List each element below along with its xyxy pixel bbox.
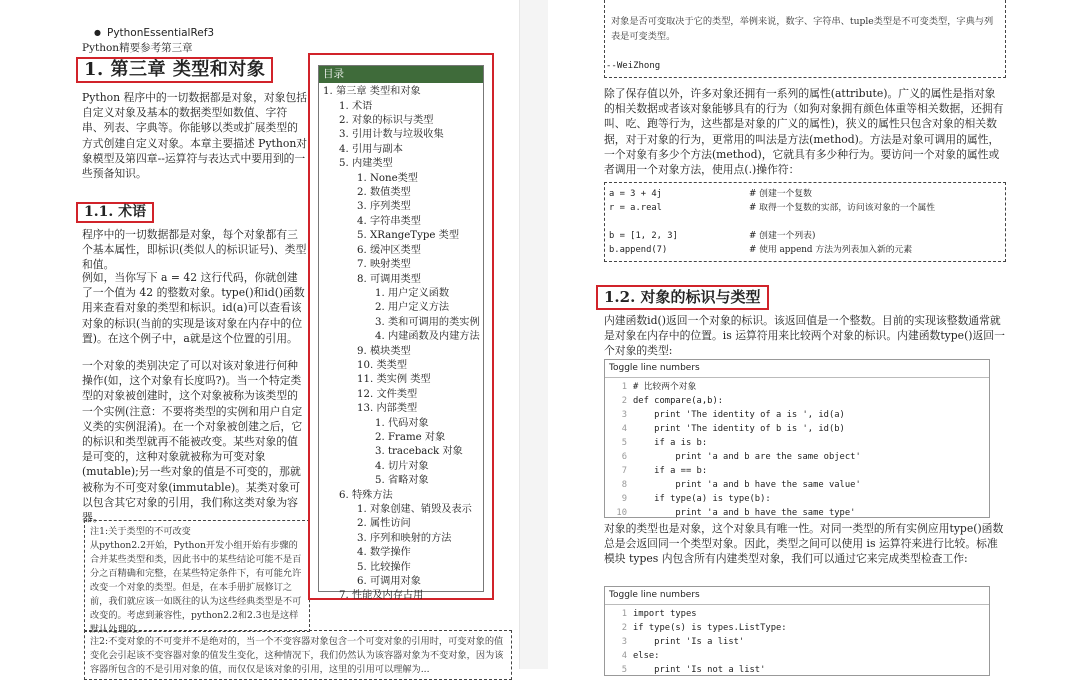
- line-number: 1: [621, 609, 627, 620]
- line-number: 7: [621, 466, 627, 477]
- toc-item[interactable]: 2. 对象的标识与类型: [339, 115, 434, 127]
- code-line: [605, 408, 989, 422]
- code-statement: b = [1, 2, 3]: [609, 231, 678, 241]
- line-number: 8: [621, 480, 627, 491]
- code-text: if type(s) is types.ListType:: [633, 623, 787, 634]
- code-text: print 'The identity of b is ', id(b): [633, 424, 845, 435]
- toc-item[interactable]: 3. 引用计数与垃圾收集: [339, 129, 444, 141]
- toc-item[interactable]: 4. 内建函数及内建方法: [375, 331, 480, 343]
- toc-item[interactable]: 2. Frame 对象: [375, 431, 446, 443]
- line-number: 4: [621, 651, 627, 662]
- code-panel-compare: [604, 359, 990, 518]
- code-row: [609, 201, 1001, 215]
- line-number: 10: [616, 508, 627, 519]
- section-heading-identity: 1.2. 对象的标识与类型: [596, 285, 769, 310]
- code-text: print 'Is a list': [633, 637, 745, 648]
- example-paragraph: 例如，当你写下 a = 42 这行代码，你就创建了一个值为 42 的整数对象。type()和id()函数用来查看对象的类型和标识。id(a)可以查看该对象的标识(当前的实现是该对象在内存中的位置)。在这个例子中，a就是这个位置的引用。: [82, 271, 305, 345]
- toc-item[interactable]: 1. 术语: [339, 100, 373, 112]
- term-paragraph: 程序中的一切数据都是对象，每个对象都有三个基本属性，即标识(类似人的标识证号)、类型和值。: [82, 228, 307, 272]
- code-lines: [605, 378, 989, 520]
- code-row: [609, 229, 1001, 243]
- code-comment: # 取得一个复数的实部，访问该对象的一个属性: [749, 203, 936, 213]
- code-row: [609, 215, 1001, 229]
- toc-item[interactable]: 1. None类型: [357, 172, 418, 184]
- toc-item[interactable]: 4. 字符串类型: [357, 215, 421, 227]
- intro-paragraph: Python 程序中的一切数据都是对象，对象包括自定义对象及基本的数据类型如数值、字符串、列表、字典等。你能够以类或扩展类型的方式创建自定义对象。本章主要描述 Python对象模型及第四章--运算符与表达式中要用到的一些预备知识。: [82, 91, 308, 181]
- left-page: [0, 0, 520, 675]
- toc-item[interactable]: 5. XRangeType 类型: [357, 230, 460, 242]
- code-text: import types: [633, 609, 697, 620]
- note-box-2: [84, 630, 512, 680]
- toc-item[interactable]: 4. 数学操作: [357, 547, 411, 559]
- toc-item[interactable]: 11. 类实例 类型: [357, 374, 431, 386]
- code-statement: [609, 215, 749, 229]
- code-text: def compare(a,b):: [633, 396, 724, 407]
- toggle-line-numbers-link[interactable]: Toggle line numbers: [605, 360, 989, 378]
- code-statement: r = a.real: [609, 203, 662, 213]
- code-comment: # 使用 append 方法为列表加入新的元素: [749, 245, 913, 255]
- code-line: [605, 649, 989, 663]
- toggle-line-numbers-link-2[interactable]: Toggle line numbers: [605, 587, 989, 605]
- toc-item[interactable]: 3. 序列类型: [357, 201, 411, 213]
- code-text: if a == b:: [633, 466, 708, 477]
- toc-item[interactable]: 12. 文件类型: [357, 388, 418, 400]
- code-line: [605, 394, 989, 408]
- toc-item[interactable]: 10. 类类型: [357, 359, 408, 371]
- code-text: print 'Is not a list': [633, 665, 766, 676]
- toc-item[interactable]: 5. 省略对象: [375, 475, 429, 487]
- quote-signature: --WeiZhong: [606, 61, 661, 71]
- toc-item[interactable]: 2. 属性访问: [357, 518, 411, 530]
- code-text: print 'The identity of a is ', id(a): [633, 410, 845, 421]
- code-text: # 比较两个对象: [633, 382, 697, 393]
- code-line: [605, 607, 989, 621]
- table-of-contents: [308, 53, 494, 600]
- line-number: 6: [621, 452, 627, 463]
- code-panel-types: [604, 586, 990, 676]
- line-number: 4: [621, 424, 627, 435]
- toc-item[interactable]: 3. traceback 对象: [375, 446, 463, 458]
- line-number: 9: [621, 494, 627, 505]
- toc-item[interactable]: 5. 比较操作: [357, 561, 411, 573]
- code-text: if type(a) is type(b):: [633, 494, 771, 505]
- code-line: [605, 621, 989, 635]
- toc-title: 目录: [319, 66, 483, 83]
- code-line: [605, 450, 989, 464]
- code-row: [609, 243, 1001, 257]
- chapter-heading: 1. 第三章 类型和对象: [76, 57, 273, 83]
- code-text: print 'a and b have the same value': [633, 480, 861, 491]
- toc-item[interactable]: 3. 类和可调用的类实例: [375, 316, 480, 328]
- code-text: if a is b:: [633, 438, 708, 449]
- code-lines: [605, 605, 989, 677]
- code-line: [605, 380, 989, 394]
- code-statement: a = 3 + 4j: [609, 189, 662, 199]
- quote-box: [604, 0, 1006, 78]
- toc-item[interactable]: 1. 对象创建、销毁及表示: [357, 504, 472, 515]
- toc-item[interactable]: 4. 引用与副本: [339, 143, 403, 155]
- code-text: print 'a and b are the same object': [633, 452, 861, 463]
- code-line: [605, 492, 989, 506]
- toc-item[interactable]: 1. 代码对象: [375, 417, 429, 429]
- toc-item[interactable]: 9. 模块类型: [357, 345, 411, 357]
- toc-item[interactable]: 5. 内建类型: [339, 158, 393, 170]
- line-number: 5: [621, 438, 627, 449]
- line-number: 3: [621, 410, 627, 421]
- toc-item[interactable]: 8. 可调用类型: [357, 273, 421, 285]
- bullet-item: ● PythonEssentialRef3: [94, 26, 214, 41]
- toc-item[interactable]: 7. 映射类型: [357, 259, 411, 271]
- line-number: 2: [621, 396, 627, 407]
- toc-item[interactable]: 13. 内部类型: [357, 403, 418, 415]
- code-line: [605, 635, 989, 649]
- toc-item[interactable]: 4. 切片对象: [375, 460, 429, 472]
- code-line: [605, 464, 989, 478]
- toc-list: [319, 83, 483, 604]
- identity-paragraph: 一个对象的类别决定了可以对该对象进行何种操作(如，这个对象有长度吗?)。当一个特定类型的对象被创建时，这个对象被称为该类型的一个实例(注意：不要将类型的实例和用户自定义类的实例混淆)。在一个对象被创建之后，它的标识和类型就再不能被改变。某些对象的值是可变的，这种对象就被称为可变对象(mutable);另一些对象的值是不可变的，那就被称为不可变对象(immutable)。某类对象可以包含其它对象的引用，我们称这类对象为容器。: [82, 359, 303, 525]
- toc-item[interactable]: 6. 缓冲区类型: [357, 244, 421, 256]
- code-comment: # 创建一个列表): [749, 231, 816, 241]
- toc-item[interactable]: 3. 序列和映射的方法: [357, 532, 452, 544]
- toc-item[interactable]: 6. 特殊方法: [339, 489, 393, 501]
- code-line: [605, 663, 989, 677]
- code-line: [605, 478, 989, 492]
- toc-item[interactable]: 6. 可调用对象: [357, 576, 421, 588]
- toc-item[interactable]: 1. 第三章 类型和对象: [323, 86, 421, 98]
- note-1-text: 注1:关于类型的不可改变 从python2.2开始，Python开发小组开始有步骤的合并某些类型和类，因此书中的某些结论可能不是百分之百精确和完整，在某些特定条件下，有可能允许改变一个对象的类型。但是，在本手册扩展修订之前，我们就应该一如既往的认为这些经典类型是不可改变的。考虑到兼容性，python2.2和2.3也是这样默认处理的。: [90, 526, 302, 635]
- note-2-text: 注2:不变对象的不可变并不是绝对的，当一个不变容器对象包含一个可变对象的引用时，可变对象的值变化会引起该不变容器对象的值发生变化，这种情况下，我们仍然认为该容器对象为不变对象，因为该容器所包含的不是引用对象的值，而仅仅是该对象的引用，这里的引用可以理解为...: [90, 636, 504, 675]
- toc-item[interactable]: 7. 性能及内存占用: [339, 590, 424, 602]
- line-number: 1: [621, 382, 627, 393]
- code-line: [605, 506, 989, 520]
- type-object-paragraph: 对象的类型也是对象，这个对象具有唯一性。对同一类型的所有实例应用type()函数总是会返回同一个类型对象。因此，类型之间可以使用 is 运算符来进行比较。标准模块 types 内包含所有内建类型对象，我们可以通过它来完成类型检查工作:: [604, 522, 1004, 566]
- line-number: 5: [621, 665, 627, 676]
- note-box-1: [84, 520, 310, 635]
- line-number: 3: [621, 637, 627, 648]
- toc-frame: [318, 65, 484, 602]
- attribute-paragraph: 除了保存值以外，许多对象还拥有一系列的属性(attribute)。广义的属性是指对象的相关数据或者该对象能够具有的行为（如狗对象拥有颜色体重等相关数据，还拥有叫、吃、跑等行为，这些都是对象的广义的属性)，狭义的属性只包含对象的相关数据，对于对象的行为，更常用的叫法是方法(method)。方法是对象可调用的属性，一个对象有多少个方法(method)，它就具有多少种行为。要访问一个对象的属性或者调用一个对象方法，使用点(.)操作符：: [604, 87, 1004, 177]
- quote-text: 对象是否可变取决于它的类型，举例来说，数字、字符串、tuple类型是不可变类型，字典与列表是可变类型。: [611, 16, 994, 42]
- code-comment: # 创建一个复数: [749, 189, 812, 199]
- line-number: 2: [621, 623, 627, 634]
- page-subtitle: Python精要参考第三章: [82, 42, 193, 54]
- page-gutter: [520, 0, 548, 669]
- code-row: [609, 187, 1001, 201]
- code-line: [605, 422, 989, 436]
- toc-item[interactable]: 2. 数值类型: [357, 187, 411, 199]
- toc-item[interactable]: 1. 用户定义函数: [375, 287, 450, 299]
- code-text: else:: [633, 651, 660, 662]
- code-statement: b.append(7): [609, 245, 668, 255]
- toc-item[interactable]: 2. 用户定义方法: [375, 302, 450, 314]
- identity-type-paragraph: 内建函数id()返回一个对象的标识。该返回值是一个整数。目前的实现该整数通常就是对象在内存中的位置。is 运算符用来比较两个对象的标识。内建函数type()返回一个对象的类型:: [604, 314, 1005, 358]
- attribute-code-box: [604, 182, 1006, 262]
- code-text: print 'a and b have the same type': [633, 508, 856, 519]
- code-line: [605, 436, 989, 450]
- section-heading-terms: 1.1. 术语: [76, 202, 154, 223]
